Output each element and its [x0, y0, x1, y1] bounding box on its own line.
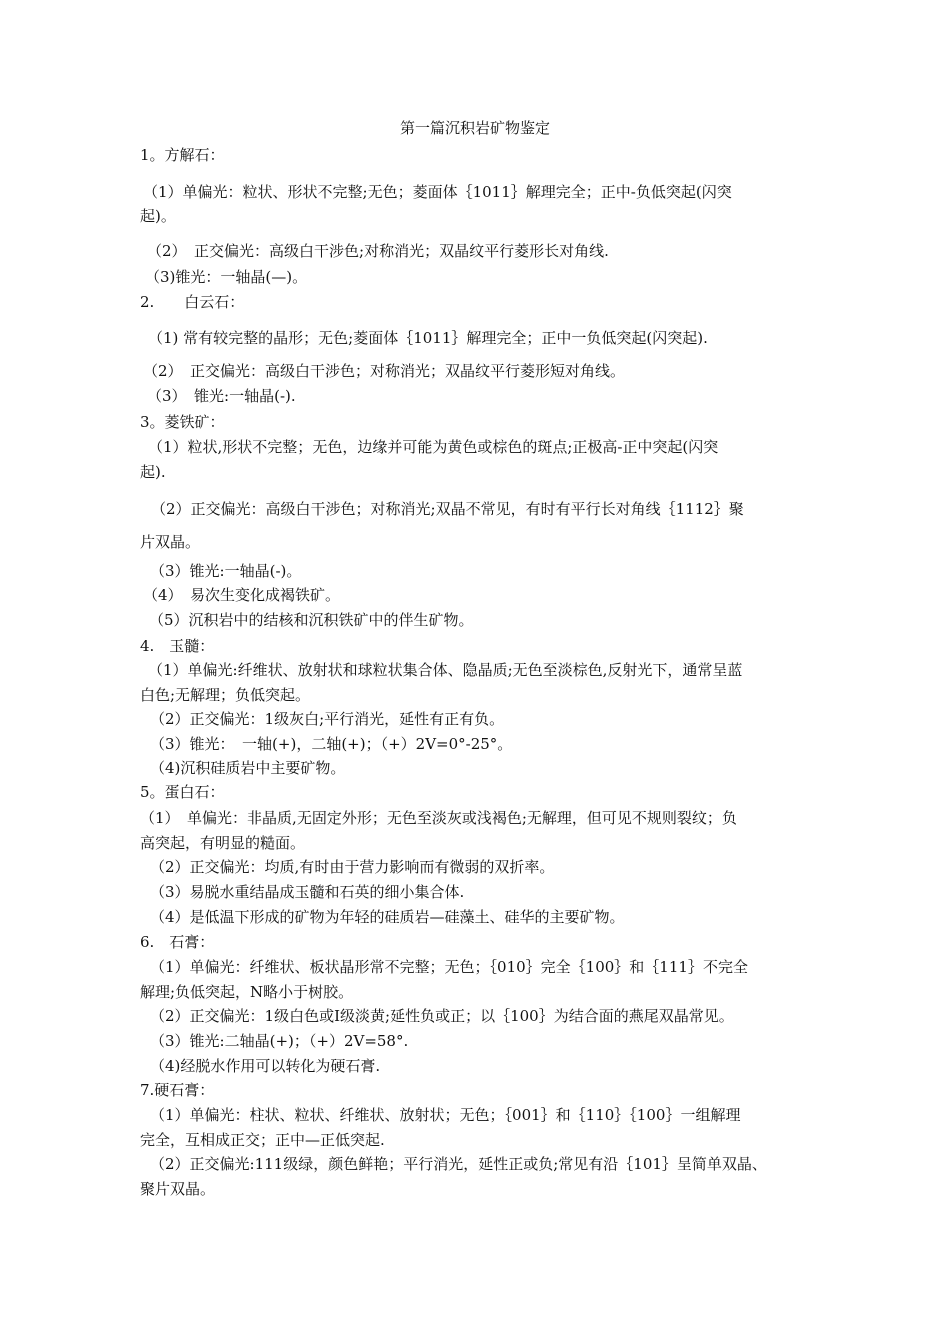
body-line: 高突起，有明显的糙面。 [140, 834, 306, 852]
document-title: 第一篇沉积岩矿物鉴定 [399, 119, 550, 137]
body-line: 完全，互相成正交；正中—正低突起. [140, 1131, 385, 1149]
body-line: 起). [140, 463, 166, 481]
body-line: （2）正交偏光：1级灰白;平行消光，延性有正有负。 [150, 710, 505, 728]
body-line: （1）单偏光：纤维状、板状晶形常不完整；无色；｛010｝完全｛100｝和｛111｝不完全 [150, 958, 748, 976]
body-line: （1）单偏光:纤维状、放射状和球粒状集合体、隐晶质;无色至淡棕色,反射光下，通常呈蓝 [148, 661, 743, 679]
body-line: （2） 正交偏光：高级白干涉色；对称消光；双晶纹平行菱形短对角线。 [143, 362, 626, 380]
body-line: 5。蛋白石： [140, 783, 225, 801]
body-line: 1。方解石： [140, 146, 225, 164]
body-line: 起)。 [140, 207, 176, 225]
body-line: （3)锥光：一轴晶(—)。 [145, 268, 308, 286]
body-line: （2）正交偏光:111级绿，颜色鲜艳；平行消光，延性正或负;常见有沿｛101｝呈简单双晶、 [150, 1155, 767, 1173]
body-line: （4)沉积硅质岩中主要矿物。 [150, 759, 346, 777]
body-line: 聚片双晶。 [140, 1180, 216, 1198]
body-line: （5）沉积岩中的结核和沉积铁矿中的伴生矿物。 [149, 611, 474, 629]
body-line: （1) 常有较完整的晶形；无色;菱面体｛1011｝解理完全；正中一负低突起(闪突起). [148, 329, 708, 347]
body-line: （1） 单偏光：非晶质,无固定外形；无色至淡灰或浅褐色;无解理，但可见不规则裂纹；负 [140, 809, 737, 827]
body-line: （3）锥光： 一轴(+)，二轴(+)；（+）2V=0°-25°。 [150, 735, 513, 753]
body-line: 解理;负低突起，N略小于树胶。 [140, 983, 354, 1001]
body-line: （2） 正交偏光：高级白干涉色;对称消光；双晶纹平行菱形长对角线. [147, 242, 609, 260]
body-line: 7.硬石膏： [140, 1081, 215, 1099]
body-line: （3）易脱水重结晶成玉髓和石英的细小集合体. [150, 883, 465, 901]
body-line: （4）是低温下形成的矿物为年轻的硅质岩—硅藻土、硅华的主要矿物。 [150, 908, 625, 926]
body-line: （2）正交偏光：高级白干涉色；对称消光;双晶不常见，有时有平行长对角线｛1112｝聚 [151, 500, 744, 518]
body-line: 片双晶。 [140, 533, 201, 551]
body-line: 6. 石膏： [140, 933, 215, 951]
body-line: （4)经脱水作用可以转化为硬石膏. [150, 1057, 381, 1075]
body-line: （3） 锥光:一轴晶(-). [147, 387, 296, 405]
body-line: （2）正交偏光：均质,有时由于营力影响而有微弱的双折率。 [150, 858, 555, 876]
body-line: （2）正交偏光：1级白色或Ⅰ级淡黄;延性负或正；以｛100｝为结合面的燕尾双晶常见。 [150, 1007, 734, 1025]
body-line: 3。菱铁矿： [140, 413, 225, 431]
body-line: （4） 易次生变化成褐铁矿。 [143, 586, 341, 604]
body-line: （1）单偏光：粒状、形状不完整;无色；菱面体｛1011｝解理完全；正中-负低突起(闪突 [143, 183, 732, 201]
body-line: （3）锥光:一轴晶(-)。 [150, 562, 302, 580]
body-line: 4. 玉髓： [140, 637, 215, 655]
body-line: （3）锥光:二轴晶(+)；（+）2V=58°. [150, 1032, 409, 1050]
body-line: 2. 白云石： [140, 293, 245, 311]
body-line: （1）单偏光：柱状、粒状、纤维状、放射状；无色；｛001｝和｛110｝｛100｝一组解理 [150, 1106, 741, 1124]
body-line: 白色;无解理；负低突起。 [140, 686, 311, 704]
body-line: （1）粒状,形状不完整；无色，边缘并可能为黄色或棕色的斑点;正极高-正中突起(闪突 [148, 438, 719, 456]
